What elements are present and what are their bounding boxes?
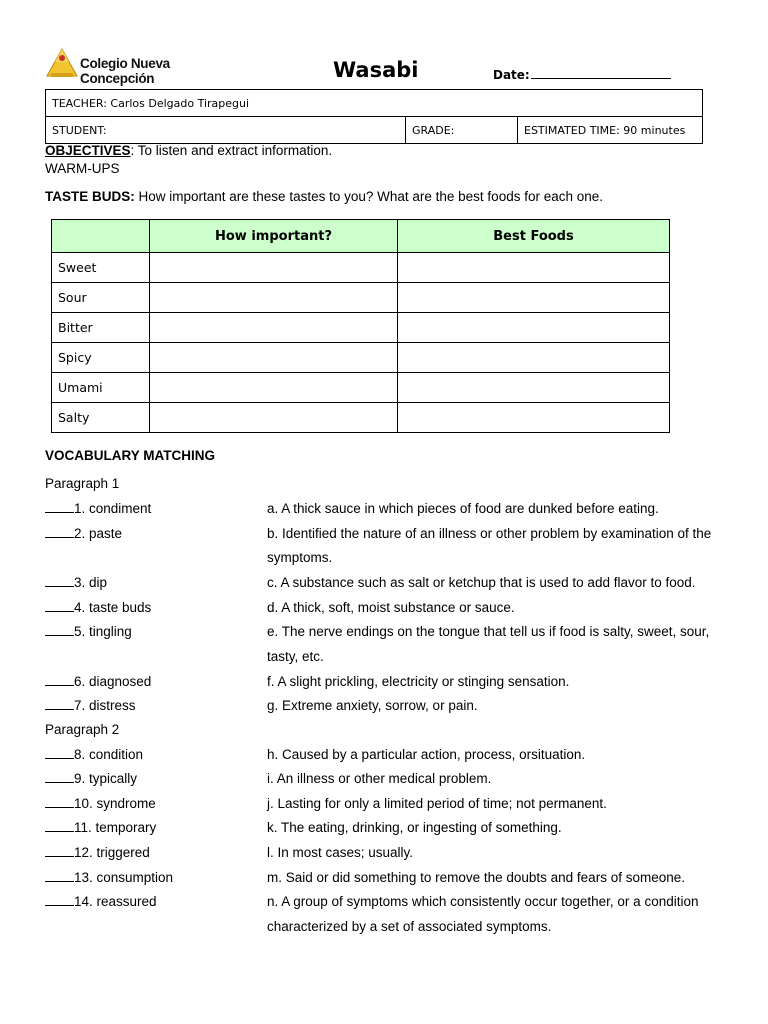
answer-blank[interactable] <box>45 796 74 808</box>
definition-line: tasty, etc. <box>267 649 324 664</box>
table-row <box>52 343 670 373</box>
school-logo <box>44 46 244 86</box>
table-row <box>52 313 670 343</box>
table-row <box>52 403 670 433</box>
best-foods-cell[interactable] <box>398 253 670 283</box>
school-name: Colegio Nueva Concepción <box>80 56 170 86</box>
definition-line: k. The eating, drinking, or ingesting of something. <box>267 820 562 835</box>
importance-cell[interactable] <box>150 253 398 283</box>
vocab-item <box>45 796 156 811</box>
answer-blank[interactable] <box>45 698 74 710</box>
definition-line: g. Extreme anxiety, sorrow, or pain. <box>267 698 478 713</box>
vocab-item <box>45 845 150 860</box>
taste-buds-text: How important are these tastes to you? What are the best foods for each one. <box>134 189 604 204</box>
answer-blank[interactable] <box>45 600 74 612</box>
definition-line: m. Said or did something to remove the doubts and fears of someone. <box>267 870 685 885</box>
answer-blank[interactable] <box>45 747 74 759</box>
objectives-line <box>45 143 332 158</box>
objectives-label: OBJECTIVES <box>45 143 131 158</box>
vocab-item <box>45 526 122 541</box>
answer-blank[interactable] <box>45 526 74 538</box>
vocab-term: 7. distress <box>74 698 136 713</box>
vocab-item <box>45 870 173 885</box>
taste-table-header <box>52 220 670 253</box>
taste-table <box>51 219 670 433</box>
paragraph-1-label: Paragraph 1 <box>45 476 120 491</box>
vocab-term: 14. reassured <box>74 894 157 909</box>
definition-line: symptoms. <box>267 550 333 565</box>
teacher-cell: TEACHER: Carlos Delgado Tirapegui <box>46 90 703 117</box>
answer-blank[interactable] <box>45 845 74 857</box>
vocab-item <box>45 501 151 516</box>
vocab-item <box>45 771 137 786</box>
student-cell[interactable]: STUDENT: <box>46 117 406 144</box>
taste-buds-line <box>45 189 603 204</box>
vocab-term: 9. typically <box>74 771 138 786</box>
importance-cell[interactable] <box>150 403 398 433</box>
taste-label: Sour <box>52 283 150 313</box>
answer-blank[interactable] <box>45 674 74 686</box>
definition-line: a. A thick sauce in which pieces of food are dunked before eating. <box>267 501 659 516</box>
warmups-heading: WARM-UPS <box>45 161 120 176</box>
definition-line: l. In most cases; usually. <box>267 845 414 860</box>
vocab-item <box>45 600 151 615</box>
vocab-item <box>45 747 143 762</box>
vocab-item <box>45 575 107 590</box>
vocab-term: 5. tingling <box>74 624 132 639</box>
definition-line: n. A group of symptoms which consistently occur together, or a condition <box>267 894 699 909</box>
importance-cell[interactable] <box>150 283 398 313</box>
vocab-term: 11. temporary <box>74 820 157 835</box>
vocab-item <box>45 698 136 713</box>
definition-line: i. An illness or other medical problem. <box>267 771 492 786</box>
vocab-item <box>45 820 156 835</box>
date-blank[interactable] <box>531 67 671 79</box>
definition-line: j. Lasting for only a limited period of time; not permanent. <box>267 796 607 811</box>
vocab-term: 10. syndrome <box>74 796 156 811</box>
importance-cell[interactable] <box>150 313 398 343</box>
table-row <box>52 253 670 283</box>
taste-label: Bitter <box>52 313 150 343</box>
taste-buds-label: TASTE BUDS: <box>45 189 135 204</box>
taste-label: Spicy <box>52 343 150 373</box>
header-how-important: How important? <box>150 220 398 253</box>
answer-blank[interactable] <box>45 894 74 906</box>
vocab-term: 6. diagnosed <box>74 674 152 689</box>
vocab-term: 2. paste <box>74 526 123 541</box>
vocabulary-heading: VOCABULARY MATCHING <box>45 448 215 463</box>
importance-cell[interactable] <box>150 373 398 403</box>
definition-line: c. A substance such as salt or ketchup that is used to add flavor to food. <box>267 575 696 590</box>
header-blank <box>52 220 150 253</box>
best-foods-cell[interactable] <box>398 313 670 343</box>
vocab-item <box>45 674 151 689</box>
answer-blank[interactable] <box>45 624 74 636</box>
table-row <box>52 283 670 313</box>
vocab-item <box>45 624 132 639</box>
definition-line: e. The nerve endings on the tongue that tell us if food is salty, sweet, sour, <box>267 624 710 639</box>
paragraph-2-label: Paragraph 2 <box>45 722 120 737</box>
info-table <box>45 89 703 144</box>
vocab-term: 8. condition <box>74 747 144 762</box>
definition-line: b. Identified the nature of an illness or other problem by examination of the <box>267 526 712 541</box>
definition-line: h. Caused by a particular action, process, orsituation. <box>267 747 586 762</box>
table-row <box>52 373 670 403</box>
vocab-term: 1. condiment <box>74 501 152 516</box>
answer-blank[interactable] <box>45 501 74 513</box>
vocab-term: 12. triggered <box>74 845 150 860</box>
definition-line: characterized by a set of associated symptoms. <box>267 919 552 934</box>
vocab-term: 4. taste buds <box>74 600 152 615</box>
vocab-item <box>45 894 157 909</box>
best-foods-cell[interactable] <box>398 373 670 403</box>
best-foods-cell[interactable] <box>398 343 670 373</box>
answer-blank[interactable] <box>45 820 74 832</box>
definition-line: f. A slight prickling, electricity or stinging sensation. <box>267 674 570 689</box>
vocab-term: 3. dip <box>74 575 108 590</box>
taste-label: Umami <box>52 373 150 403</box>
answer-blank[interactable] <box>45 771 74 783</box>
time-cell: ESTIMATED TIME: 90 minutes <box>518 117 703 144</box>
answer-blank[interactable] <box>45 870 74 882</box>
pyramid-logo-icon <box>44 46 80 82</box>
grade-cell[interactable]: GRADE: <box>406 117 518 144</box>
importance-cell[interactable] <box>150 343 398 373</box>
best-foods-cell[interactable] <box>398 283 670 313</box>
objectives-text: : To listen and extract information. <box>130 143 333 158</box>
date-label: Date: <box>493 68 530 82</box>
worksheet-title: Wasabi <box>333 58 419 82</box>
definition-line: d. A thick, soft, moist substance or sauce. <box>267 600 515 615</box>
header-best-foods: Best Foods <box>398 220 670 253</box>
date-field <box>493 67 671 82</box>
vocab-term: 13. consumption <box>74 870 174 885</box>
taste-label: Sweet <box>52 253 150 283</box>
taste-label: Salty <box>52 403 150 433</box>
best-foods-cell[interactable] <box>398 403 670 433</box>
answer-blank[interactable] <box>45 575 74 587</box>
